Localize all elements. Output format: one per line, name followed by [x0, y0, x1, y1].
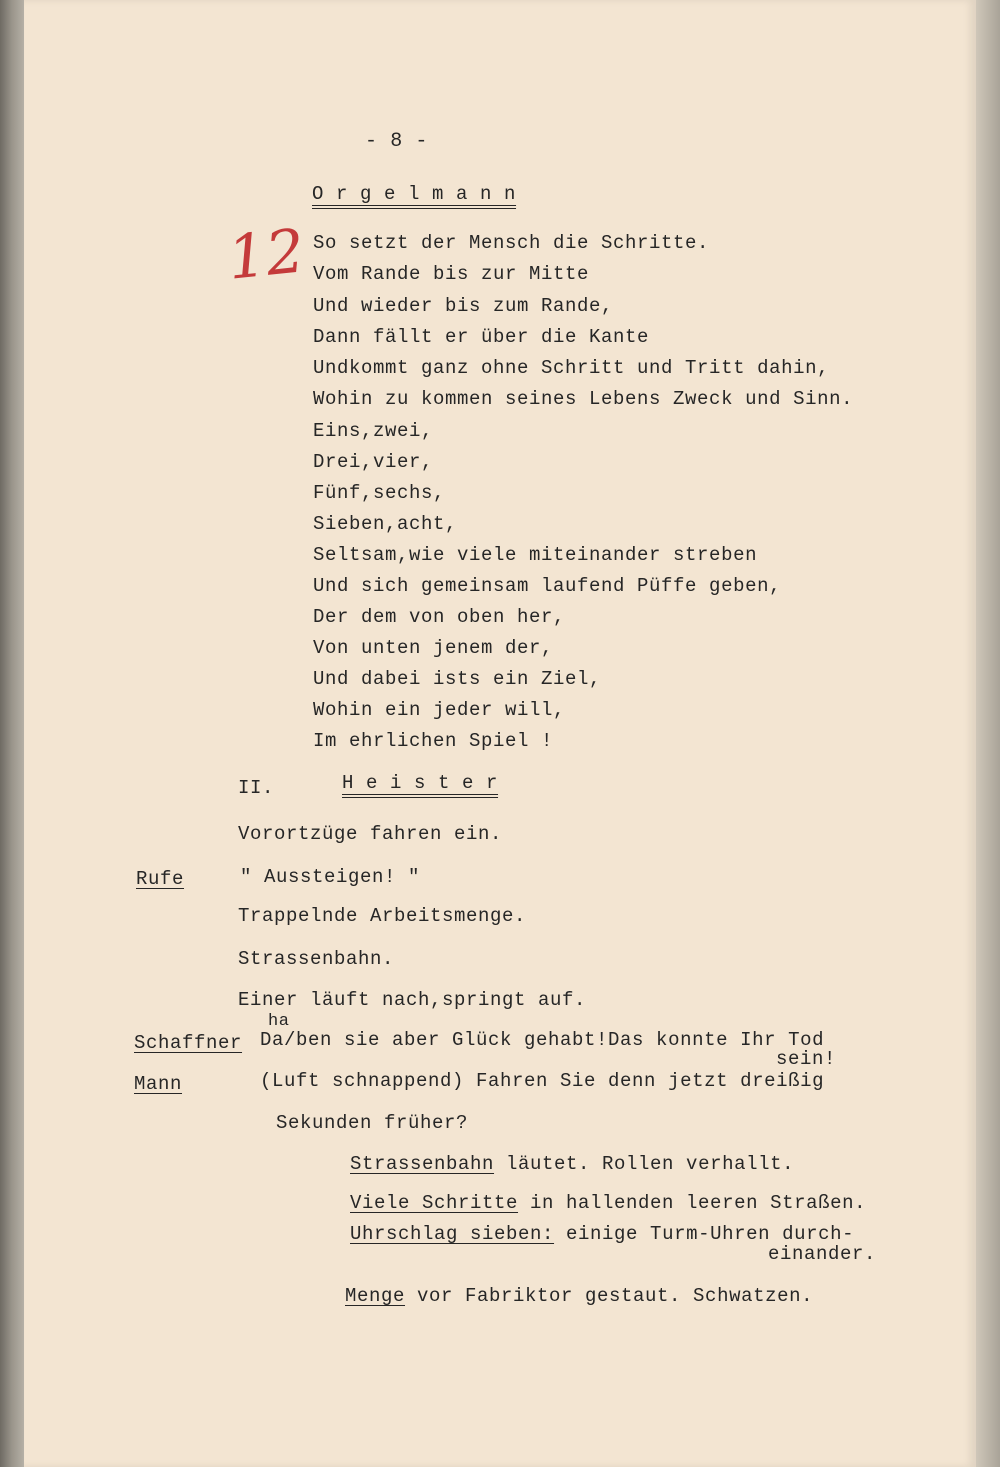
dialogue-line: (Luft schnappend) Fahren Sie denn jetzt dreißig — [260, 1070, 825, 1092]
dialogue-line: sein! — [776, 1048, 837, 1070]
poem-line: Fünf,sechs, — [313, 482, 446, 504]
dialogue-line: Da/ben sie aber Glück gehabt!Das konnte Ihr Tod — [260, 1029, 825, 1051]
handwritten-insert: ha — [268, 1012, 290, 1031]
poem-line: Seltsam,wie viele miteinander streben — [313, 544, 758, 566]
dialogue-line: " Aussteigen! " — [240, 866, 421, 888]
poem-line: So setzt der Mensch die Schritte. — [313, 232, 710, 254]
book-binding — [0, 0, 24, 1467]
stage-direction: einander. — [768, 1243, 877, 1265]
poem-line: Undkommt ganz ohne Schritt und Tritt dahin, — [313, 357, 830, 379]
section-heading-heister: H e i s t e r — [342, 772, 499, 794]
poem-line: Drei,vier, — [313, 451, 434, 473]
stage-direction: Einer läuft nach,springt auf. — [238, 989, 587, 1011]
poem-line: Sieben,acht, — [313, 513, 458, 535]
stage-direction: Trappelnde Arbeitsmenge. — [238, 905, 527, 927]
page-number: - 8 - — [365, 130, 429, 153]
poem-line: Vom Rande bis zur Mitte — [313, 263, 590, 285]
page-edge — [976, 0, 1000, 1467]
poem-line: Der dem von oben her, — [313, 606, 566, 628]
direction-text: läutet. Rollen verhallt. — [494, 1153, 795, 1175]
handwritten-annotation: 12 — [224, 216, 308, 294]
poem-line: Dann fällt er über die Kante — [313, 326, 650, 348]
speaker-label: Rufe — [136, 868, 185, 890]
stage-direction: Strassenbahn. — [238, 948, 395, 970]
stage-direction — [350, 1153, 794, 1175]
stage-direction — [350, 1223, 854, 1245]
speaker-label: Mann — [134, 1073, 183, 1095]
poem-line: Im ehrlichen Spiel ! — [313, 730, 554, 752]
stage-direction — [345, 1285, 813, 1307]
poem-line: Und sich gemeinsam laufend Püffe geben, — [313, 575, 782, 597]
poem-line: Wohin zu kommen seines Lebens Zweck und Sinn. — [313, 388, 854, 410]
poem-line: Und dabei ists ein Ziel, — [313, 668, 602, 690]
stage-direction: Vorortzüge fahren ein. — [238, 823, 503, 845]
section-heading-orgelmann: O r g e l m a n n — [312, 183, 517, 205]
direction-keyword: Uhrschlag sieben: — [350, 1223, 555, 1245]
direction-text: vor Fabriktor gestaut. Schwatzen. — [405, 1285, 814, 1307]
dialogue-line: Sekunden früher? — [276, 1112, 469, 1134]
section-numeral: II. — [238, 777, 275, 799]
speaker-label: Schaffner — [134, 1032, 243, 1054]
stage-direction — [350, 1192, 866, 1214]
direction-keyword: Viele Schritte — [350, 1192, 519, 1214]
poem-line: Eins,zwei, — [313, 420, 434, 442]
direction-text: einige Turm-Uhren durch- — [554, 1223, 855, 1245]
poem-line: Von unten jenem der, — [313, 637, 554, 659]
direction-keyword: Strassenbahn — [350, 1153, 495, 1175]
direction-keyword: Menge — [345, 1285, 406, 1307]
poem-line: Wohin ein jeder will, — [313, 699, 566, 721]
poem-line: Und wieder bis zum Rande, — [313, 295, 614, 317]
direction-text: in hallenden leeren Straßen. — [518, 1192, 867, 1214]
